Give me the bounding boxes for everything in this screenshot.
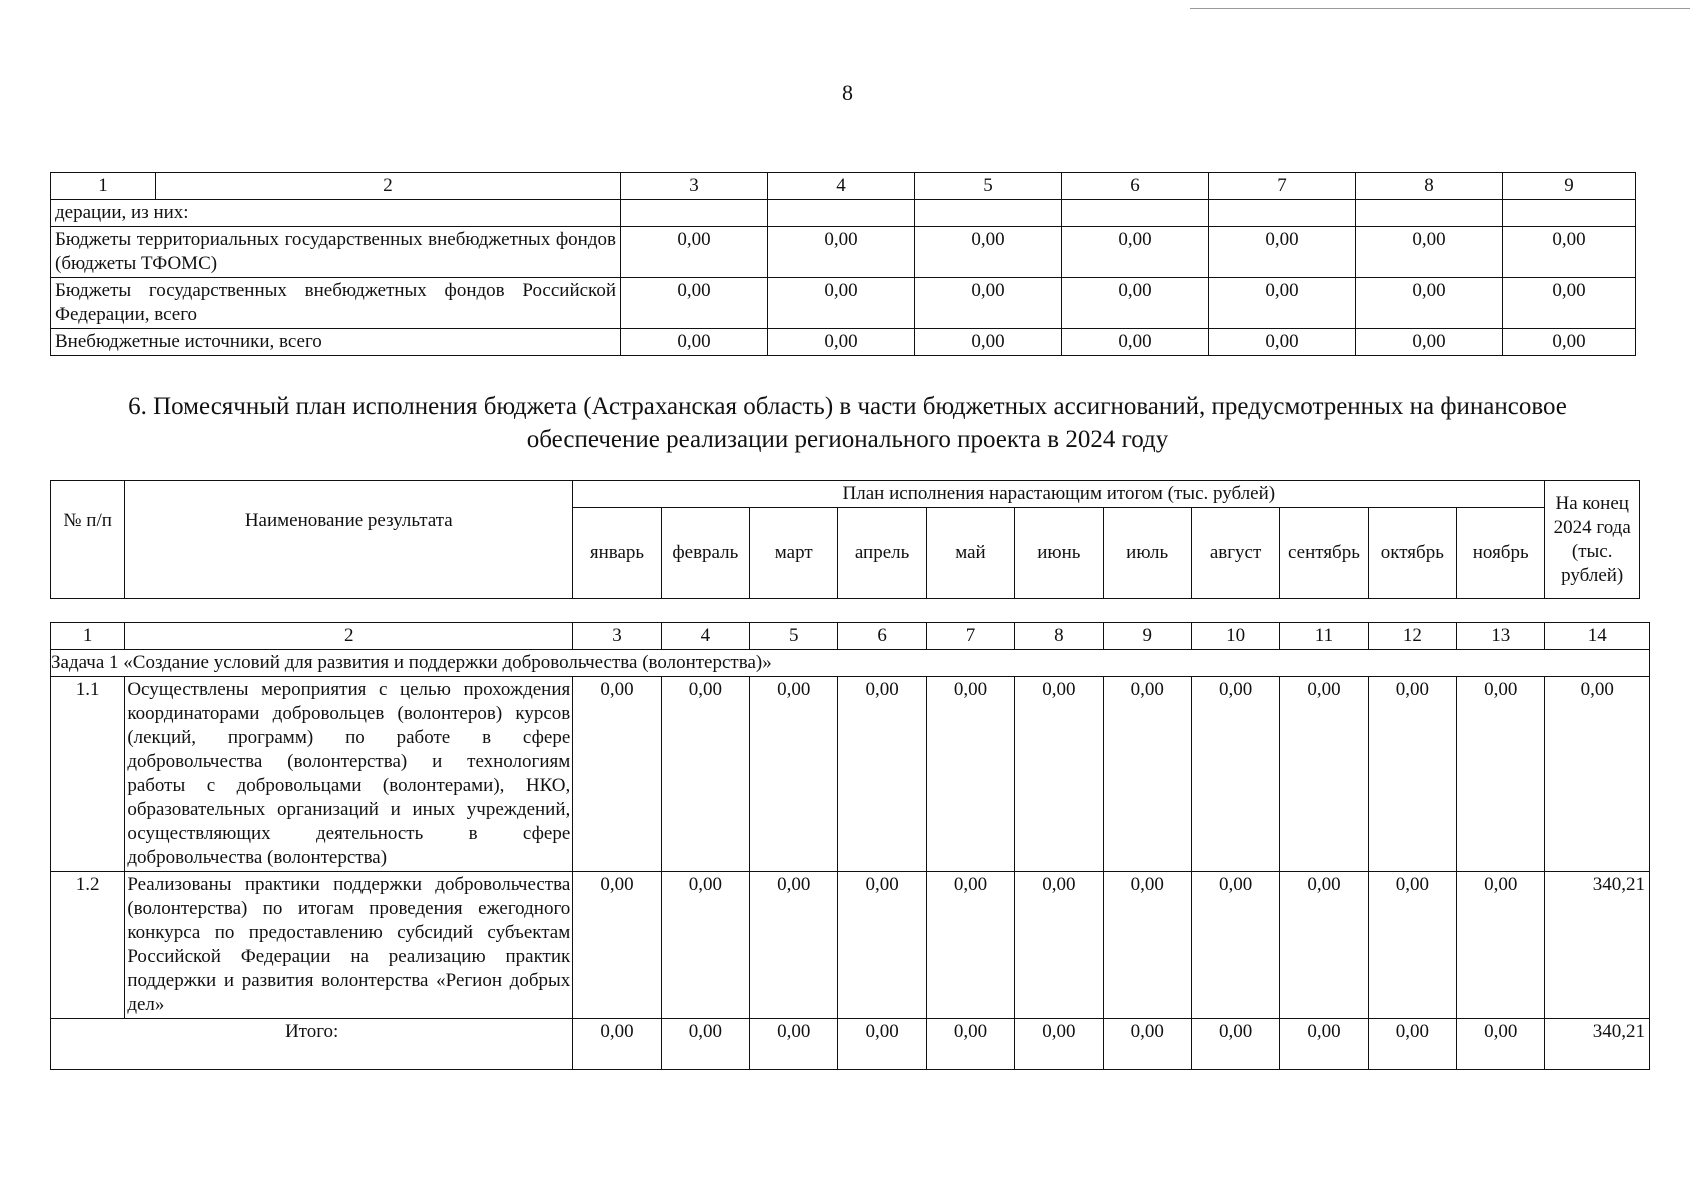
- month-header: май: [926, 508, 1014, 599]
- month-header: январь: [573, 508, 661, 599]
- row-label: Бюджеты государственных внебюджетных фондов Российской Федерации, всего: [51, 278, 621, 329]
- value-cell: 0,00: [1191, 872, 1279, 1019]
- month-header: февраль: [661, 508, 749, 599]
- header-cell: 10: [1191, 623, 1279, 650]
- value-cell: 0,00: [750, 1019, 838, 1070]
- value-cell: 0,00: [621, 278, 768, 329]
- header-cell: 8: [1015, 623, 1103, 650]
- value-cell: 0,00: [768, 227, 915, 278]
- value-cell: 0,00: [1503, 227, 1636, 278]
- value-cell: 0,00: [1280, 872, 1368, 1019]
- header-cell: 3: [621, 173, 768, 200]
- month-header: март: [750, 508, 838, 599]
- table-header-row: [51, 481, 1640, 508]
- header-cell: 3: [573, 623, 661, 650]
- value-cell: 0,00: [750, 677, 838, 872]
- header-cell: 14: [1545, 623, 1650, 650]
- header-cell: 8: [1356, 173, 1503, 200]
- month-header: ноябрь: [1457, 508, 1545, 599]
- value-cell: 0,00: [838, 872, 926, 1019]
- month-header: август: [1191, 508, 1279, 599]
- header-cell: 13: [1457, 623, 1545, 650]
- header-cell: 7: [926, 623, 1014, 650]
- value-cell: [768, 200, 915, 227]
- value-cell: 0,00: [1191, 677, 1279, 872]
- value-cell: [1503, 200, 1636, 227]
- task-title: Задача 1 «Создание условий для развития и поддержки добровольчества (волонтерства)»: [51, 650, 1650, 677]
- month-header: июнь: [1015, 508, 1103, 599]
- result-name: Реализованы практики поддержки добровольчества (волонтерства) по итогам проведения ежегодного конкурса по предоставлению субсидий субъектам Российской Федерации на реализацию практик поддержки и развития волонтерства «Регион добрых дел»: [125, 872, 573, 1019]
- value-cell: 0,00: [621, 329, 768, 356]
- value-cell: [1209, 200, 1356, 227]
- value-cell: 0,00: [926, 677, 1014, 872]
- result-name: Осуществлены мероприятия с целью прохождения координаторами добровольцев (волонтеров) курсов (лекций, программ) по работе в сфере добровольчества (волонтерства) и технологиям работы с добровольцами (волонтерами), НКО, образовательных организаций и иных учреждений, осуществляющих деятельность в сфере добровольчества (волонтерства): [125, 677, 573, 872]
- value-cell: 0,00: [926, 1019, 1014, 1070]
- value-cell: 340,21: [1545, 1019, 1650, 1070]
- table-header-row: [51, 623, 1650, 650]
- value-cell: 0,00: [1356, 227, 1503, 278]
- header-cell: 2: [125, 623, 573, 650]
- value-cell: 0,00: [1356, 329, 1503, 356]
- plan-header: План исполнения нарастающим итогом (тыс. рублей): [573, 481, 1545, 508]
- header-cell: 11: [1280, 623, 1368, 650]
- total-row: [51, 1019, 1650, 1070]
- value-cell: 0,00: [1103, 1019, 1191, 1070]
- funding-sources-table: [50, 172, 1636, 356]
- value-cell: 0,00: [915, 278, 1062, 329]
- value-cell: 0,00: [1015, 1019, 1103, 1070]
- value-cell: 0,00: [768, 278, 915, 329]
- value-cell: [915, 200, 1062, 227]
- table-row: [51, 200, 1636, 227]
- value-cell: 0,00: [1015, 677, 1103, 872]
- header-cell: 6: [838, 623, 926, 650]
- value-cell: 0,00: [768, 329, 915, 356]
- value-cell: 0,00: [1545, 677, 1650, 872]
- value-cell: [621, 200, 768, 227]
- header-cell: 5: [915, 173, 1062, 200]
- header-cell: 9: [1503, 173, 1636, 200]
- value-cell: 0,00: [661, 1019, 749, 1070]
- value-cell: 0,00: [1209, 329, 1356, 356]
- value-cell: 0,00: [1062, 227, 1209, 278]
- header-cell: 7: [1209, 173, 1356, 200]
- value-cell: 0,00: [915, 329, 1062, 356]
- value-cell: 0,00: [573, 1019, 661, 1070]
- value-cell: 0,00: [573, 872, 661, 1019]
- scan-artifact-line: [1190, 8, 1690, 9]
- month-header: апрель: [838, 508, 926, 599]
- header-cell: 4: [661, 623, 749, 650]
- value-cell: 0,00: [1368, 677, 1456, 872]
- table-row: [51, 329, 1636, 356]
- value-cell: 0,00: [661, 677, 749, 872]
- header-cell: 5: [750, 623, 838, 650]
- monthly-plan-table: [50, 622, 1650, 1070]
- value-cell: 0,00: [621, 227, 768, 278]
- value-cell: 0,00: [1457, 677, 1545, 872]
- col-num-header: № п/п: [51, 481, 125, 599]
- header-cell: 6: [1062, 173, 1209, 200]
- value-cell: 0,00: [750, 872, 838, 1019]
- row-label: Бюджеты территориальных государственных внебюджетных фондов (бюджеты ТФОМС): [51, 227, 621, 278]
- header-cell: 9: [1103, 623, 1191, 650]
- month-header: сентябрь: [1280, 508, 1368, 599]
- value-cell: 0,00: [1103, 677, 1191, 872]
- header-cell: 1: [51, 623, 125, 650]
- task-row: [51, 650, 1650, 677]
- value-cell: 0,00: [838, 1019, 926, 1070]
- value-cell: 0,00: [1280, 677, 1368, 872]
- table-row: [51, 227, 1636, 278]
- header-cell: 4: [768, 173, 915, 200]
- row-label: дерации, из них:: [51, 200, 621, 227]
- value-cell: 0,00: [1209, 227, 1356, 278]
- value-cell: 0,00: [926, 872, 1014, 1019]
- value-cell: 0,00: [661, 872, 749, 1019]
- value-cell: 0,00: [1062, 329, 1209, 356]
- header-cell: 1: [51, 173, 156, 200]
- monthly-plan-header-table: [50, 480, 1640, 599]
- value-cell: 0,00: [1503, 278, 1636, 329]
- table-row: [51, 872, 1650, 1019]
- value-cell: 0,00: [1103, 872, 1191, 1019]
- value-cell: 0,00: [915, 227, 1062, 278]
- row-number: 1.1: [51, 677, 125, 872]
- row-number: 1.2: [51, 872, 125, 1019]
- table-row: [51, 278, 1636, 329]
- value-cell: 0,00: [1503, 329, 1636, 356]
- value-cell: 0,00: [1457, 872, 1545, 1019]
- table-row: [51, 677, 1650, 872]
- col-name-header: Наименование результата: [125, 481, 573, 599]
- value-cell: [1356, 200, 1503, 227]
- header-cell: 12: [1368, 623, 1456, 650]
- value-cell: 0,00: [1209, 278, 1356, 329]
- col-end-header: На конец 2024 года (тыс. рублей): [1545, 481, 1640, 599]
- value-cell: 0,00: [1356, 278, 1503, 329]
- value-cell: 0,00: [573, 677, 661, 872]
- value-cell: 0,00: [838, 677, 926, 872]
- value-cell: [1062, 200, 1209, 227]
- month-header: июль: [1103, 508, 1191, 599]
- page-number: 8: [842, 80, 853, 105]
- value-cell: 0,00: [1280, 1019, 1368, 1070]
- value-cell: 0,00: [1368, 872, 1456, 1019]
- row-label: Внебюджетные источники, всего: [51, 329, 621, 356]
- month-header: октябрь: [1368, 508, 1456, 599]
- value-cell: 0,00: [1015, 872, 1103, 1019]
- value-cell: 0,00: [1368, 1019, 1456, 1070]
- section-title: 6. Помесячный план исполнения бюджета (Астраханская область) в части бюджетных ассигнований, предусмотренных на финансовое обеспечение реализации регионального проекта в 2024 году: [128, 393, 1567, 453]
- value-cell: 340,21: [1545, 872, 1650, 1019]
- value-cell: 0,00: [1457, 1019, 1545, 1070]
- header-cell: 2: [156, 173, 621, 200]
- value-cell: 0,00: [1191, 1019, 1279, 1070]
- total-label: Итого:: [51, 1019, 573, 1070]
- table-header-row: [51, 173, 1636, 200]
- value-cell: 0,00: [1062, 278, 1209, 329]
